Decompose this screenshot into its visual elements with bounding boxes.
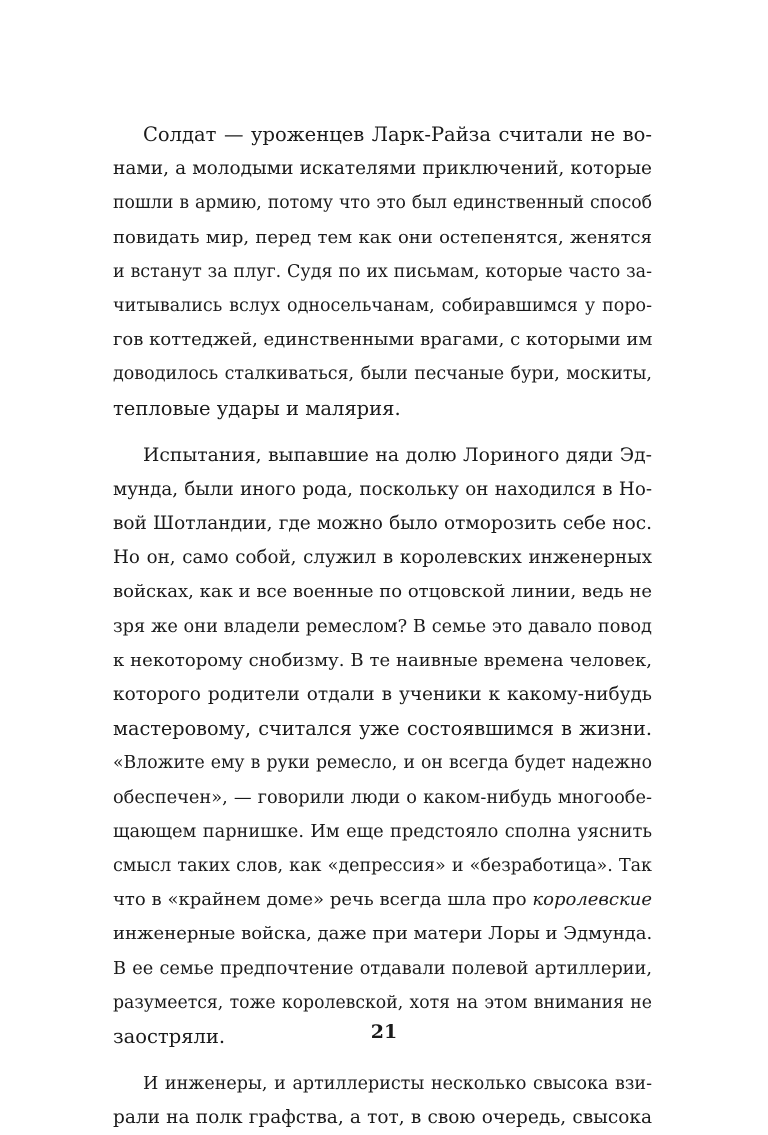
page-body bbox=[113, 118, 652, 1135]
text-line: доводилось сталкиваться, были песчаные бури, москиты, bbox=[113, 364, 652, 385]
text-line: зря же они владели ремеслом? В семье это давало повод bbox=[113, 616, 652, 637]
text-line: мастеровому, считался уже состоявшимся в жизни. bbox=[113, 717, 652, 741]
text-line: тепловые удары и малярия. bbox=[113, 396, 401, 420]
text-line: разумеется, тоже королевской, хотя на этом внимания не bbox=[113, 992, 652, 1013]
text-line: обеспечен», — говорили люди о каком-нибудь многообе- bbox=[113, 787, 652, 808]
text-line: инженерные войска, даже при матери Лоры и Эдмунда. bbox=[113, 923, 653, 945]
text-line: повидать мир, перед тем как они остепенятся, женятся bbox=[113, 226, 652, 248]
paragraph-gap bbox=[113, 1054, 652, 1067]
text-line: заостряли. bbox=[113, 1024, 226, 1048]
text-line-with-italic bbox=[113, 883, 652, 917]
text-line: Но он, само собой, служил в королевских инженерных bbox=[113, 547, 652, 569]
text-line: которого родители отдали в ученики к какому-нибудь bbox=[113, 684, 652, 705]
text-line: щающем парнишке. Им еще предстояло сполна уяснить bbox=[113, 821, 652, 842]
text-line: смысл таких слов, как «депрессия» и «безработица». Так bbox=[113, 855, 652, 876]
text-line: нами, а молодыми искателями приключений, которые bbox=[113, 158, 652, 180]
text-line: войсках, как и все военные по отцовской линии, ведь не bbox=[113, 581, 652, 603]
paragraph-gap bbox=[113, 426, 652, 439]
text-line: рали на полк графства, а тот, в свою очередь, свысока bbox=[113, 1107, 652, 1129]
text-line: вой Шотландии, где можно было отморозить себе нос. bbox=[113, 513, 652, 535]
italic-word: королевские bbox=[532, 889, 652, 911]
text-line: Солдат — уроженцев Ларк-Райза считали не во- bbox=[143, 123, 652, 146]
text-line: гов коттеджей, единственными врагами, с которыми им bbox=[113, 329, 653, 351]
paragraph-1 bbox=[113, 118, 652, 426]
page-number: 21 bbox=[370, 1021, 398, 1043]
text-segment: что в «крайнем доме» речь всегда шла про bbox=[113, 889, 533, 911]
text-line: Испытания, выпавшие на долю Лориного дяди Эд- bbox=[143, 444, 652, 466]
text-line: И инженеры, и артиллеристы несколько свысока взи- bbox=[143, 1074, 652, 1095]
text-line: В ее семье предпочтение отдавали полевой артиллерии, bbox=[113, 958, 652, 979]
paragraph-3 bbox=[113, 1067, 652, 1135]
text-line: «Вложите ему в руки ремесло, и он всегда будет надежно bbox=[113, 753, 652, 774]
text-line: пошли в армию, потому что это был единственный способ bbox=[113, 193, 652, 214]
text-line: читывались вслух односельчанам, собиравшимся у поро- bbox=[113, 295, 652, 316]
text-line: и встанут за плуг. Судя по их письмам, которые часто за- bbox=[113, 261, 652, 282]
text-line: мунда, были иного рода, поскольку он находился в Но- bbox=[113, 478, 652, 500]
paragraph-2 bbox=[113, 439, 652, 1054]
text-line: к некоторому снобизму. В те наивные времена человек, bbox=[113, 649, 652, 671]
